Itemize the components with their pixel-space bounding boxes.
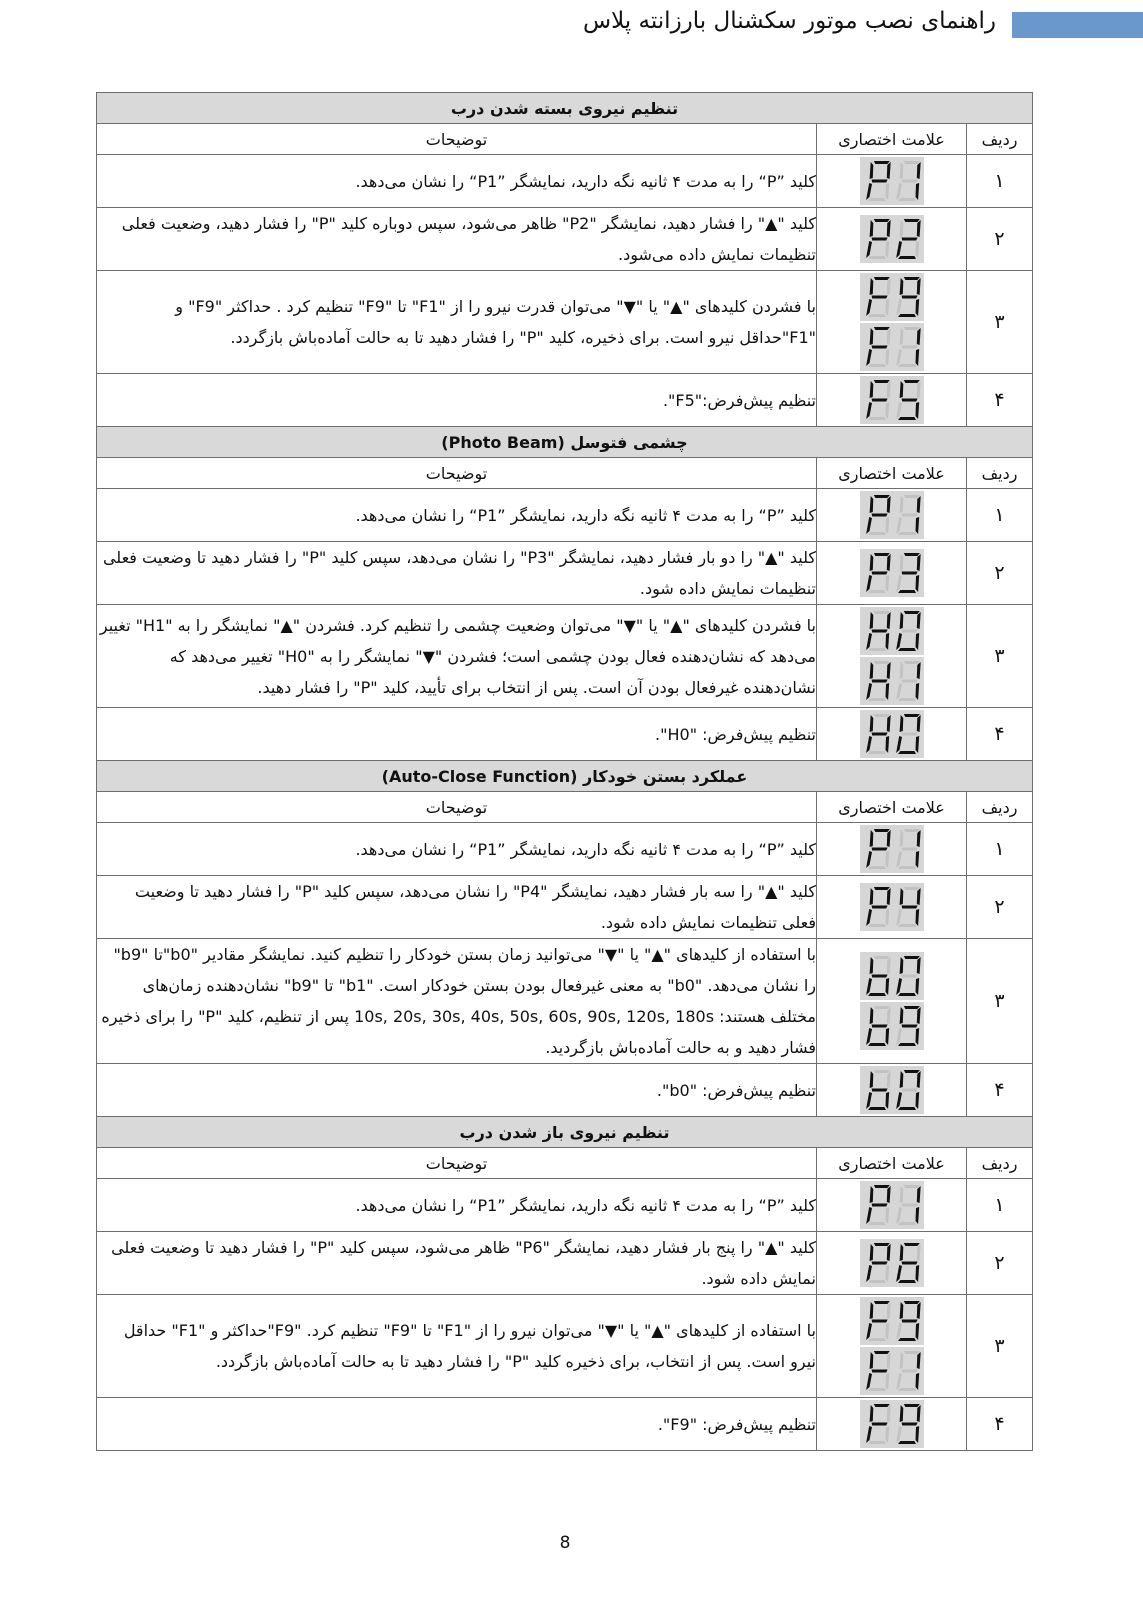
seven-segment-display: [860, 1347, 924, 1395]
segment-d: [868, 648, 886, 651]
row-number: ۳: [967, 939, 1033, 1064]
segment-g: [871, 572, 887, 575]
header-accent-bar: [1012, 12, 1143, 38]
table-row: [97, 1232, 1033, 1295]
segment-d: [898, 1222, 916, 1225]
segment-g: [871, 296, 887, 299]
segment-g: [871, 1025, 887, 1028]
segment-d: [868, 924, 886, 927]
seven-segment-display: [860, 607, 924, 655]
seven-segment-display: [860, 491, 924, 539]
segment-d: [898, 417, 916, 420]
segment-g: [871, 975, 887, 978]
seven-segment-display: [860, 825, 924, 873]
segment-g: [901, 1370, 917, 1373]
row-description: با استفاده از کلیدهای "▲" یا "▼" می‌توان نیرو را از "F1" تا "F9" تنظیم کرد. "F9"حداکثر و "F1" حداقل نیرو است. پس از انتخاب، برای ذخیره کلید "P" را فشار دهید تا به حالت آماده‌باش بازگردد.: [97, 1295, 817, 1398]
segment-g: [901, 680, 917, 683]
segment-a: [903, 714, 919, 717]
segment-a: [873, 714, 889, 717]
column-header-row: ردیف: [967, 458, 1033, 489]
seven-segment-display: [860, 1297, 924, 1345]
row-number: ۴: [967, 1064, 1033, 1117]
segment-g: [871, 514, 887, 517]
segment-d: [868, 314, 886, 317]
segment-d: [898, 648, 916, 651]
row-description: کلید ”P“ را به مدت ۴ ثانیه نگه دارید، نمایشگر ”P1“ را نشان می‌دهد.: [97, 1179, 817, 1232]
segment-d: [898, 698, 916, 701]
segment-a: [903, 161, 919, 164]
segment-a: [903, 495, 919, 498]
segment-g: [871, 1089, 887, 1092]
section-title: عملکرد بستن خودکار (Auto-Close Function): [97, 761, 1033, 792]
segment-d: [868, 698, 886, 701]
row-description: کلید "▲" را دو بار فشار دهید، نمایشگر "P3" را نشان می‌دهد، سپس کلید "P" را فشار دهید تا وضعیت فعلی تنظیمات نمایش داده شود.: [97, 542, 817, 605]
segment-g: [901, 238, 917, 241]
column-header-symbol: علامت اختصاری: [817, 458, 967, 489]
segment-a: [903, 380, 919, 383]
segment-a: [873, 327, 889, 330]
segment-d: [868, 993, 886, 996]
seven-segment-display: [860, 1002, 924, 1050]
row-description: کلید "▲" را فشار دهید، نمایشگر "P2" ظاهر می‌شود، سپس دوباره کلید "P" را فشار دهید، وضعیت فعلی تنظیمات نمایش داده می‌شود.: [97, 208, 817, 271]
segment-a: [873, 1243, 889, 1246]
segment-d: [868, 364, 886, 367]
segment-a: [873, 161, 889, 164]
seven-segment-display: [860, 1400, 924, 1448]
row-description: با فشردن کلیدهای "▲" یا "▼" می‌توان قدرت نیرو را از "F1" تا "F9" تنظیم کرد . حداکثر "F9" و "F1"حداقل نیرو است. برای ذخیره، کلید "P" را فشار دهید تا به حالت آماده‌باش بازگردد.: [97, 271, 817, 374]
segment-a: [873, 1070, 889, 1073]
segment-a: [873, 611, 889, 614]
table-row: [97, 542, 1033, 605]
display-symbol-cell: [817, 1295, 967, 1398]
segment-a: [873, 219, 889, 222]
page-number: 8: [559, 1533, 571, 1553]
seven-segment-display: [860, 273, 924, 321]
row-description: با استفاده از کلیدهای "▲" یا "▼" می‌توانید زمان بستن خودکار را تنظیم کنید. نمایشگر مقادیر "b0"تا "b9" را نشان می‌دهد. "b0" به معنی غیرفعال بودن بستن خودکار است. "b1" تا "b9" نشان‌دهنده زمان‌های مختلف هستند: 10s, 20s, 30s, 40s, 50s, 60s, 90s, 120s, 180s پس از تنظیم، کلید "P" را برای ذخیره فشار دهید و به حالت آماده‌باش بازگردید.: [97, 939, 817, 1064]
row-description: تنظیم پیش‌فرض:"F5".: [97, 374, 817, 427]
segment-g: [901, 1204, 917, 1207]
table-row: [97, 1398, 1033, 1451]
segment-d: [898, 1107, 916, 1110]
segment-d: [868, 1043, 886, 1046]
column-header-symbol: علامت اختصاری: [817, 792, 967, 823]
row-number: ۲: [967, 542, 1033, 605]
segment-a: [903, 1070, 919, 1073]
segment-a: [903, 1404, 919, 1407]
table-row: [97, 823, 1033, 876]
column-header-row: ردیف: [967, 1148, 1033, 1179]
segment-g: [871, 630, 887, 633]
segment-d: [868, 1107, 886, 1110]
column-header-description: توضیحات: [97, 792, 817, 823]
row-description: تنظیم پیش‌فرض: "H0".: [97, 708, 817, 761]
row-number: ۴: [967, 374, 1033, 427]
segment-a: [903, 956, 919, 959]
segment-g: [901, 296, 917, 299]
segment-g: [871, 180, 887, 183]
segment-d: [898, 1280, 916, 1283]
segment-g: [871, 906, 887, 909]
display-symbol-cell: [817, 271, 967, 374]
row-number: ۱: [967, 155, 1033, 208]
segment-a: [873, 956, 889, 959]
row-number: ۳: [967, 605, 1033, 708]
display-symbol-cell: [817, 708, 967, 761]
column-header-row: ردیف: [967, 124, 1033, 155]
segment-d: [898, 751, 916, 754]
display-symbol-cell: [817, 542, 967, 605]
row-number: ۱: [967, 489, 1033, 542]
segment-a: [903, 327, 919, 330]
segment-d: [898, 590, 916, 593]
seven-segment-display: [860, 952, 924, 1000]
segment-d: [868, 1222, 886, 1225]
display-symbol-cell: [817, 1064, 967, 1117]
segment-g: [871, 399, 887, 402]
settings-table: [96, 92, 1033, 1451]
display-symbol-cell: [817, 1179, 967, 1232]
seven-segment-display: [860, 710, 924, 758]
segment-d: [868, 866, 886, 869]
row-number: ۴: [967, 708, 1033, 761]
segment-a: [903, 1243, 919, 1246]
segment-d: [898, 993, 916, 996]
table-row: [97, 1064, 1033, 1117]
segment-d: [868, 198, 886, 201]
segment-g: [901, 399, 917, 402]
segment-g: [871, 680, 887, 683]
segment-a: [903, 887, 919, 890]
row-number: ۱: [967, 823, 1033, 876]
display-symbol-cell: [817, 208, 967, 271]
row-number: ۳: [967, 1295, 1033, 1398]
segment-d: [898, 1338, 916, 1341]
section-title: چشمی فتوسل (Photo Beam): [97, 427, 1033, 458]
segment-g: [871, 1423, 887, 1426]
row-description: کلید ”P“ را به مدت ۴ ثانیه نگه دارید، نمایشگر ”P1“ را نشان می‌دهد.: [97, 489, 817, 542]
segment-d: [898, 866, 916, 869]
segment-a: [873, 1351, 889, 1354]
segment-g: [871, 1204, 887, 1207]
row-number: ۳: [967, 271, 1033, 374]
segment-d: [898, 1043, 916, 1046]
display-symbol-cell: [817, 605, 967, 708]
segment-d: [898, 314, 916, 317]
display-symbol-cell: [817, 876, 967, 939]
segment-d: [868, 256, 886, 259]
segment-a: [873, 553, 889, 556]
seven-segment-display: [860, 157, 924, 205]
segment-a: [903, 611, 919, 614]
display-symbol-cell: [817, 374, 967, 427]
table-row: [97, 1179, 1033, 1232]
segment-a: [873, 1185, 889, 1188]
segment-a: [903, 1301, 919, 1304]
segment-g: [871, 848, 887, 851]
row-description: تنظیم پیش‌فرض: "b0".: [97, 1064, 817, 1117]
column-header-symbol: علامت اختصاری: [817, 1148, 967, 1179]
table-row: [97, 208, 1033, 271]
segment-d: [898, 364, 916, 367]
segment-g: [901, 1089, 917, 1092]
segment-d: [868, 417, 886, 420]
column-header-description: توضیحات: [97, 1148, 817, 1179]
row-description: کلید ”P“ را به مدت ۴ ثانیه نگه دارید، نمایشگر ”P1“ را نشان می‌دهد.: [97, 155, 817, 208]
segment-g: [901, 1262, 917, 1265]
segment-d: [898, 198, 916, 201]
seven-segment-display: [860, 323, 924, 371]
seven-segment-display: [860, 1239, 924, 1287]
seven-segment-display: [860, 215, 924, 263]
segment-g: [901, 346, 917, 349]
segment-a: [903, 829, 919, 832]
row-description: کلید "▲" را سه بار فشار دهید، نمایشگر "P4" را نشان می‌دهد، سپس کلید "P" را فشار دهید تا وضعیت فعلی تنظیمات نمایش داده شود.: [97, 876, 817, 939]
segment-d: [898, 532, 916, 535]
segment-g: [871, 1370, 887, 1373]
column-header-description: توضیحات: [97, 458, 817, 489]
segment-a: [873, 661, 889, 664]
table-row: [97, 605, 1033, 708]
segment-g: [901, 1423, 917, 1426]
row-description: کلید ”P“ را به مدت ۴ ثانیه نگه دارید، نمایشگر ”P1“ را نشان می‌دهد.: [97, 823, 817, 876]
column-header-description: توضیحات: [97, 124, 817, 155]
segment-d: [898, 256, 916, 259]
column-header-row: ردیف: [967, 792, 1033, 823]
segment-g: [901, 180, 917, 183]
segment-a: [873, 887, 889, 890]
section-title: تنظیم نیروی بسته شدن درب: [97, 93, 1033, 124]
row-number: ۲: [967, 208, 1033, 271]
display-symbol-cell: [817, 823, 967, 876]
segment-a: [873, 277, 889, 280]
segment-g: [871, 346, 887, 349]
segment-a: [903, 219, 919, 222]
display-symbol-cell: [817, 1398, 967, 1451]
segment-a: [873, 1006, 889, 1009]
segment-g: [901, 848, 917, 851]
section-title: تنظیم نیروی باز شدن درب: [97, 1117, 1033, 1148]
segment-a: [903, 553, 919, 556]
table-row: [97, 271, 1033, 374]
display-symbol-cell: [817, 489, 967, 542]
segment-a: [873, 495, 889, 498]
segment-a: [903, 1185, 919, 1188]
segment-d: [868, 1280, 886, 1283]
segment-d: [868, 1441, 886, 1444]
segment-d: [868, 751, 886, 754]
seven-segment-display: [860, 1066, 924, 1114]
row-number: ۲: [967, 1232, 1033, 1295]
segment-a: [873, 380, 889, 383]
table-row: [97, 489, 1033, 542]
segment-a: [873, 1404, 889, 1407]
segment-a: [903, 1351, 919, 1354]
segment-d: [868, 1338, 886, 1341]
display-symbol-cell: [817, 1232, 967, 1295]
display-symbol-cell: [817, 939, 967, 1064]
row-description: با فشردن کلیدهای "▲" یا "▼" می‌توان وضعیت چشمی را تنظیم کرد. فشردن "▲" نمایشگر را به "H1" تغییر می‌دهد که نشان‌دهنده فعال بودن چشمی است؛ فشردن "▼" نمایشگر را به "H0" تغییر می‌دهد که نشان‌دهنده غیرفعال بودن آن است. پس از انتخاب برای تأیید، کلید "P" را فشار دهید.: [97, 605, 817, 708]
table-row: [97, 1295, 1033, 1398]
row-description: تنظیم پیش‌فرض: "F9".: [97, 1398, 817, 1451]
seven-segment-display: [860, 376, 924, 424]
segment-g: [901, 906, 917, 909]
segment-d: [868, 590, 886, 593]
segment-d: [898, 924, 916, 927]
row-number: ۴: [967, 1398, 1033, 1451]
segment-g: [901, 733, 917, 736]
segment-d: [868, 1388, 886, 1391]
row-number: ۱: [967, 1179, 1033, 1232]
row-description: کلید "▲" را پنج بار فشار دهید، نمایشگر "P6" ظاهر می‌شود، سپس کلید "P" را فشار دهید تا وضعیت فعلی نمایش داده شود.: [97, 1232, 817, 1295]
segment-d: [898, 1441, 916, 1444]
segment-g: [901, 514, 917, 517]
segment-g: [901, 975, 917, 978]
table-row: [97, 708, 1033, 761]
segment-g: [901, 630, 917, 633]
segment-d: [898, 1388, 916, 1391]
segment-g: [871, 1262, 887, 1265]
display-symbol-cell: [817, 155, 967, 208]
segment-a: [873, 829, 889, 832]
segment-a: [903, 661, 919, 664]
table-row: [97, 374, 1033, 427]
segment-g: [901, 1025, 917, 1028]
seven-segment-display: [860, 657, 924, 705]
segment-a: [903, 277, 919, 280]
segment-a: [903, 1006, 919, 1009]
table-row: [97, 939, 1033, 1064]
page-header-title: راهنمای نصب موتور سکشنال بارزانته پلاس: [583, 8, 996, 34]
seven-segment-display: [860, 1181, 924, 1229]
column-header-symbol: علامت اختصاری: [817, 124, 967, 155]
segment-g: [901, 572, 917, 575]
table-row: [97, 155, 1033, 208]
table-row: [97, 876, 1033, 939]
seven-segment-display: [860, 549, 924, 597]
seven-segment-display: [860, 883, 924, 931]
segment-g: [871, 1320, 887, 1323]
row-number: ۲: [967, 876, 1033, 939]
segment-g: [871, 733, 887, 736]
segment-g: [901, 1320, 917, 1323]
segment-d: [868, 532, 886, 535]
segment-a: [873, 1301, 889, 1304]
segment-g: [871, 238, 887, 241]
